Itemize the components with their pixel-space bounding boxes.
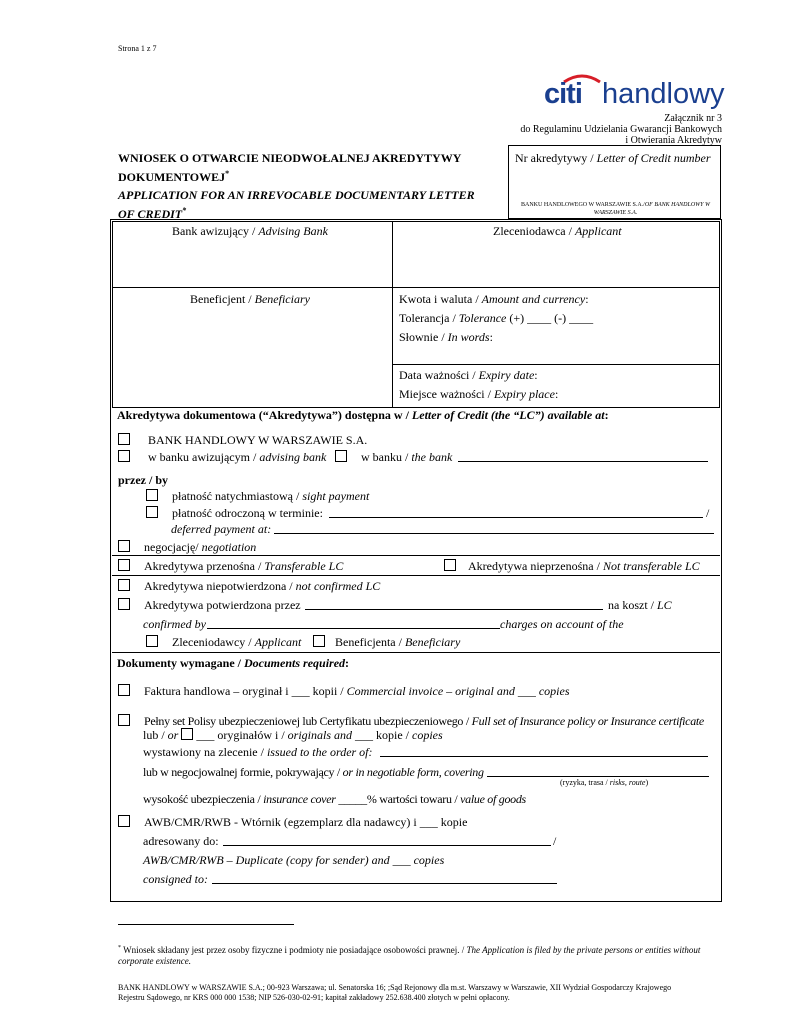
deferred-line[interactable] — [329, 506, 703, 518]
checkbox-transferable[interactable] — [118, 559, 130, 571]
option-not-transferable[interactable]: Akredytywa nieprzenośna / Not transferable LC — [444, 559, 700, 573]
awb-consigned-line[interactable] — [212, 872, 557, 884]
documents-heading: Dokumenty wymagane / Documents required: — [117, 656, 350, 670]
awb-consigned-label: consigned to: — [143, 872, 208, 886]
checkbox-insurance[interactable] — [118, 714, 130, 726]
checkbox-bank-handlowy[interactable] — [118, 433, 130, 445]
deferred-en-label: deferred payment at: — [171, 522, 272, 536]
insurance-or-line[interactable]: lub / or ___ oryginałów i / originals and ___ kopie / copies — [143, 728, 443, 742]
doc-insurance[interactable]: Pełny set Polisy ubezpieczeniowej lub Certyfikatu ubezpieczeniowego / Full set of Insurance policy or Insurance certificate — [118, 714, 704, 728]
confirmed-by-en: confirmed by — [143, 617, 206, 631]
annex-line-1: Załącznik nr 3 — [664, 113, 722, 124]
parties-divider — [392, 221, 393, 408]
in-words-label[interactable]: Słownie / In words: — [399, 330, 493, 344]
divider-transfer-top — [112, 555, 720, 556]
awb-en: AWB/CMR/RWB – Duplicate (copy for sender) and ___ copies — [143, 853, 445, 867]
page-number: Strona 1 z 7 — [118, 44, 157, 53]
doc-invoice[interactable]: Faktura handlowa – oryginał i ___ kopii / Commercial invoice – original and ___ copies — [118, 684, 570, 698]
expiry-place-label[interactable]: Miejsce ważności / Expiry place: — [399, 387, 559, 401]
footnote: * Wniosek składany jest przez osoby fizyczne i podmioty nie posiadające osobowości prawnej. / The Application is filed by the private persons or entities without corporate existence. — [118, 945, 701, 966]
checkbox-advising-bank[interactable] — [118, 450, 130, 462]
risks-route-hint: (ryzyka, trasa / risks, route) — [560, 778, 649, 787]
applicant-field[interactable] — [394, 240, 718, 286]
option-negotiation[interactable]: negocjację/ negotiation — [118, 540, 256, 554]
title-pl-line-2: DOKUMENTOWEJ — [118, 170, 226, 184]
checkbox-not-confirmed[interactable] — [118, 579, 130, 591]
divider-documents-top — [112, 652, 720, 653]
option-sight-payment[interactable]: płatność natychmiastową / sight payment — [146, 489, 369, 503]
option-confirmed[interactable]: Akredytywa potwierdzona przez — [118, 598, 301, 612]
beneficiary-field[interactable] — [114, 308, 390, 406]
option-charges-applicant[interactable]: Zleceniodawcy / Applicant — [146, 635, 301, 649]
checkbox-charges-applicant[interactable] — [146, 635, 158, 647]
beneficiary-label: Beneficjent / Beneficiary — [190, 292, 310, 306]
logo-citi-text: citi — [544, 78, 582, 110]
checkbox-charges-beneficiary[interactable] — [313, 635, 325, 647]
title-en-line-2: OF CREDIT — [118, 207, 183, 221]
title-en-footnote-marker: * — [182, 206, 187, 215]
checkbox-deferred-payment[interactable] — [146, 506, 158, 518]
footnote-separator — [118, 924, 294, 925]
logo-handlowy-text: handlowy — [602, 78, 725, 110]
advising-bank-field[interactable] — [114, 240, 390, 286]
checkbox-insurance-or[interactable] — [181, 728, 193, 740]
option-advising-bank[interactable]: w banku awizującym / advising bank — [118, 450, 326, 464]
checkbox-invoice[interactable] — [118, 684, 130, 696]
charges-label: charges on account of the — [500, 617, 624, 631]
at-cost-label: na koszt / LC — [608, 598, 672, 612]
checkbox-confirmed[interactable] — [118, 598, 130, 610]
option-in-bank[interactable]: w banku / the bank — [335, 450, 452, 464]
by-heading: przez / by — [118, 473, 168, 487]
advising-bank-label: Bank awizujący / Advising Bank — [172, 224, 328, 238]
checkbox-negotiation[interactable] — [118, 540, 130, 552]
availability-heading: Akredytywa dokumentowa (“Akredytywa”) dostępna w / Letter of Credit (the “LC”) available at: — [117, 408, 609, 422]
footer-line-1: BANK HANDLOWY w WARSZAWIE S.A.; 00-923 Warszawa; ul. Senatorska 16; ;Sąd Rejonowy dla m.st. Warszawy w Warszawie, XII Wydział Gospodarczy Krajowego — [118, 983, 672, 992]
confirmed-by-line[interactable] — [305, 598, 603, 610]
parties-row-divider — [112, 287, 720, 288]
insurance-issued-label: wystawiony na zlecenie / issued to the order of: — [143, 745, 373, 759]
divider-transfer-bottom — [112, 575, 720, 576]
deferred-en-line[interactable] — [274, 522, 714, 534]
option-charges-beneficiary[interactable]: Beneficjenta / Beneficiary — [313, 635, 460, 649]
checkbox-awb[interactable] — [118, 815, 130, 827]
insurance-issued-line[interactable] — [380, 745, 708, 757]
form-title — [118, 151, 508, 222]
insurance-negotiable-line[interactable] — [487, 765, 709, 777]
awb-slash: / — [553, 834, 557, 848]
option-bank-handlowy[interactable]: BANK HANDLOWY W WARSZAWIE S.A. — [118, 433, 367, 447]
option-deferred-payment[interactable]: płatność odroczoną w terminie: — [146, 506, 323, 520]
option-transferable[interactable]: Akredytywa przenośna / Transferable LC — [118, 559, 343, 573]
insurance-negotiable-label: lub w negocjowalnej formie, pokrywający / or in negotiable form, covering — [143, 765, 484, 779]
applicant-label: Zleceniodawca / Applicant — [493, 224, 622, 238]
title-en-line-1: APPLICATION FOR AN IRREVOCABLE DOCUMENTARY LETTER — [118, 188, 475, 202]
checkbox-not-transferable[interactable] — [444, 559, 456, 571]
amount-expiry-divider — [392, 364, 720, 365]
doc-awb[interactable]: AWB/CMR/RWB - Wtórnik (egzemplarz dla nadawcy) i ___ kopie — [118, 815, 467, 829]
footer-line-2: Rejestru Sądowego, nr KRS 000 000 1538; NIP 526-030-02-91; kapitał zakładowy 252.638.400 złotych w pełni opłacony. — [118, 993, 510, 1002]
insurance-coverage[interactable]: wysokość ubezpieczenia / insurance cover _____% wartości towaru / value of goods — [143, 792, 526, 806]
annex-note — [520, 113, 722, 146]
checkbox-in-bank[interactable] — [335, 450, 347, 462]
annex-line-2: do Regulaminu Udzielania Gwarancji Bankowych — [520, 124, 722, 135]
awb-addressed-line[interactable] — [223, 834, 551, 846]
expiry-date-label[interactable]: Data ważności / Expiry date: — [399, 368, 538, 382]
title-footnote-marker: * — [225, 169, 230, 178]
tolerance-label[interactable]: Tolerancja / Tolerance (+) ____ (-) ____ — [399, 311, 594, 325]
deferred-slash: / — [706, 506, 710, 520]
checkbox-sight-payment[interactable] — [146, 489, 158, 501]
awb-addressed-label: adresowany do: — [143, 834, 219, 848]
annex-line-3: i Otwierania Akredytyw — [625, 135, 722, 146]
lc-number-box[interactable] — [508, 145, 721, 219]
amount-label[interactable]: Kwota i waluta / Amount and currency: — [399, 292, 589, 306]
confirmed-by-en-line[interactable] — [207, 617, 500, 629]
lc-number-label: Nr akredytywy / Letter of Credit number — [515, 151, 711, 165]
citi-handlowy-logo — [544, 72, 725, 112]
option-not-confirmed[interactable]: Akredytywa niepotwierdzona / not confirmed LC — [118, 579, 380, 593]
title-pl-line-1: WNIOSEK O OTWARCIE NIEODWOŁALNEJ AKREDYTYWY — [118, 151, 462, 165]
bank-footer — [118, 983, 728, 1003]
lc-number-footer: BANKU HANDLOWEGO W WARSZAWIE S.A./OF BANK HANDLOWY W WARSZAWIE S.A. — [520, 202, 711, 216]
in-bank-line[interactable] — [458, 450, 708, 462]
